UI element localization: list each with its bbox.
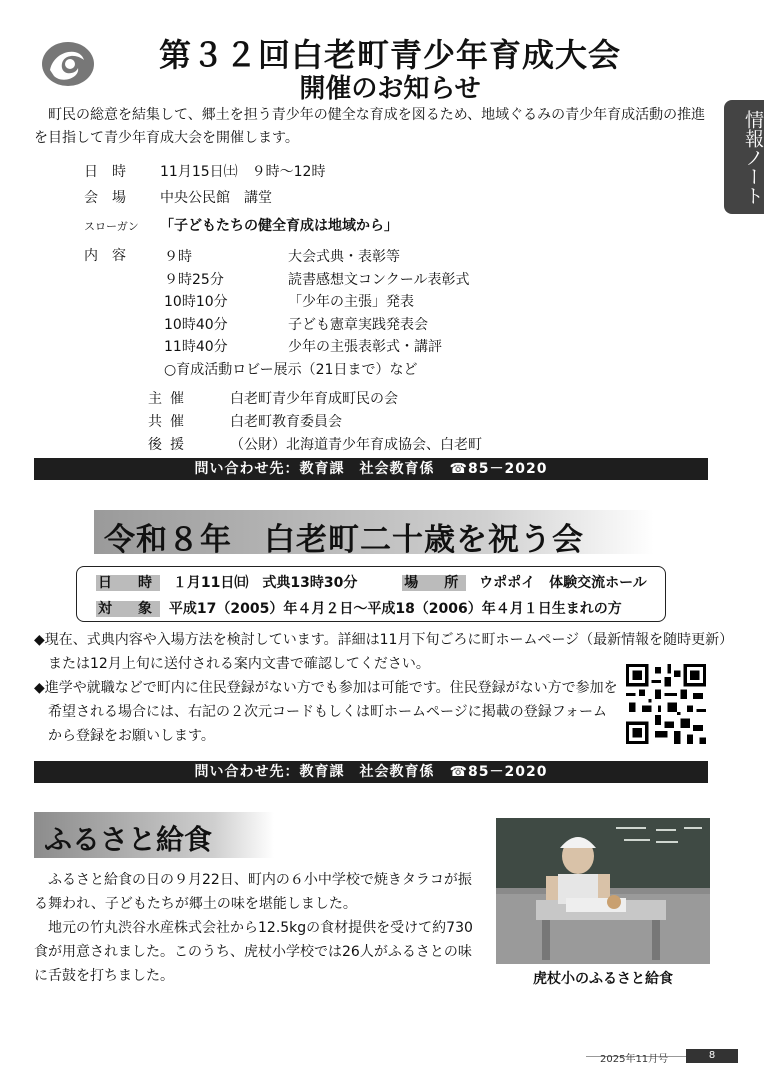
organizer-list — [148, 388, 482, 457]
lunch-article — [34, 868, 484, 988]
schedule-item: ９時25分 読書感想文コンクール表彰式 — [164, 271, 470, 288]
venue-row: 会 場 中央公民館 講堂 — [84, 190, 272, 206]
note-paragraph: ◆現在、式典内容や入場方法を検討しています。詳細は11月下旬ごろに町ホームページ（最新情報を随時更新）または12月上旬に送付される案内文書で確認してください。 — [34, 632, 727, 672]
article-paragraph: ふるさと給食の日の９月22日、町内の６小中学校で焼きタラコが振る舞われ、子どもたちが郷土の味を堪能しました。 — [34, 872, 472, 912]
town-logo-icon — [40, 40, 96, 88]
schedule-item: ９時 大会式典・表彰等 — [164, 249, 400, 265]
info-note-tab: 情報ノート — [724, 100, 764, 214]
lunch-title: ふるさと給食 — [44, 823, 213, 856]
content-label: 内 容 — [84, 248, 126, 264]
schedule-item: 11時40分 少年の主張表彰式・講評 — [164, 339, 442, 355]
contact-bar-2: 問い合わせ先：教育課 社会教育係 ☎85－2020 — [34, 761, 708, 783]
organizer-row: 共催 白老町教育委員会 — [148, 414, 342, 430]
schedule-item: 10時40分 子ども憲章実践発表会 — [164, 316, 428, 333]
school-lunch-photo — [496, 818, 710, 964]
photo-caption: 虎杖小のふるさと給食 — [533, 971, 673, 987]
slogan-row: スローガン 「子どもたちの健全育成は地域から」 — [84, 218, 398, 234]
schedule-note: ○育成活動ロビー展示（21日まで）など — [164, 361, 418, 378]
article-paragraph: 地元の竹丸渋谷水産株式会社から12.5kgの食材提供を受けて約730食が用意されました。このうち、虎杖小学校では26人がふるさとの味に舌鼓を打ちました。 — [34, 920, 473, 984]
ceremony-notes — [34, 628, 727, 748]
organizer-row: 後援 （公財）北海道青少年育成協会、白老町 — [148, 437, 482, 453]
event-subtitle: 開催のお知らせ — [299, 74, 481, 104]
qr-code-icon[interactable] — [626, 664, 706, 744]
organizer-row: 主催 白老町青少年育成町民の会 — [148, 391, 398, 407]
contact-bar-1: 問い合わせ先：教育課 社会教育係 ☎85－2020 — [34, 458, 708, 480]
schedule-item: 10時10分 「少年の主張」発表 — [164, 294, 414, 310]
page-number: 8 — [686, 1049, 738, 1063]
note-paragraph: ◆進学や就職などで町内に住民登録がない方でも参加は可能です。住民登録がない方で参加を希望される場合には、右記の２次元コードもしくは町ホームページに掲載の登録フォームから登録をお願いします。 — [34, 680, 618, 744]
date-row: 日 時 11月15日㈯ ９時～12時 — [84, 164, 326, 180]
ceremony-target-row: 対 象 平成17（2005）年４月２日～平成18（2006）年４月１日生まれの方 — [98, 601, 622, 617]
ceremony-date-row: 日 時 １月11日㈰ 式典13時30分 場 所 ウポポイ 体験交流ホール — [98, 575, 647, 591]
issue-date: 2025年11月号 — [600, 1054, 669, 1065]
ceremony-title: 令和８年 白老町二十歳を祝う会 — [104, 522, 584, 558]
event-title: 第３２回白老町青少年育成大会 — [158, 36, 621, 74]
schedule-list — [164, 246, 469, 381]
intro-text: 町民の総意を結集して、郷土を担う青少年の健全な育成を図るため、地域ぐるみの青少年育成活動の推進を目指して青少年育成大会を開催します。 — [34, 107, 706, 146]
